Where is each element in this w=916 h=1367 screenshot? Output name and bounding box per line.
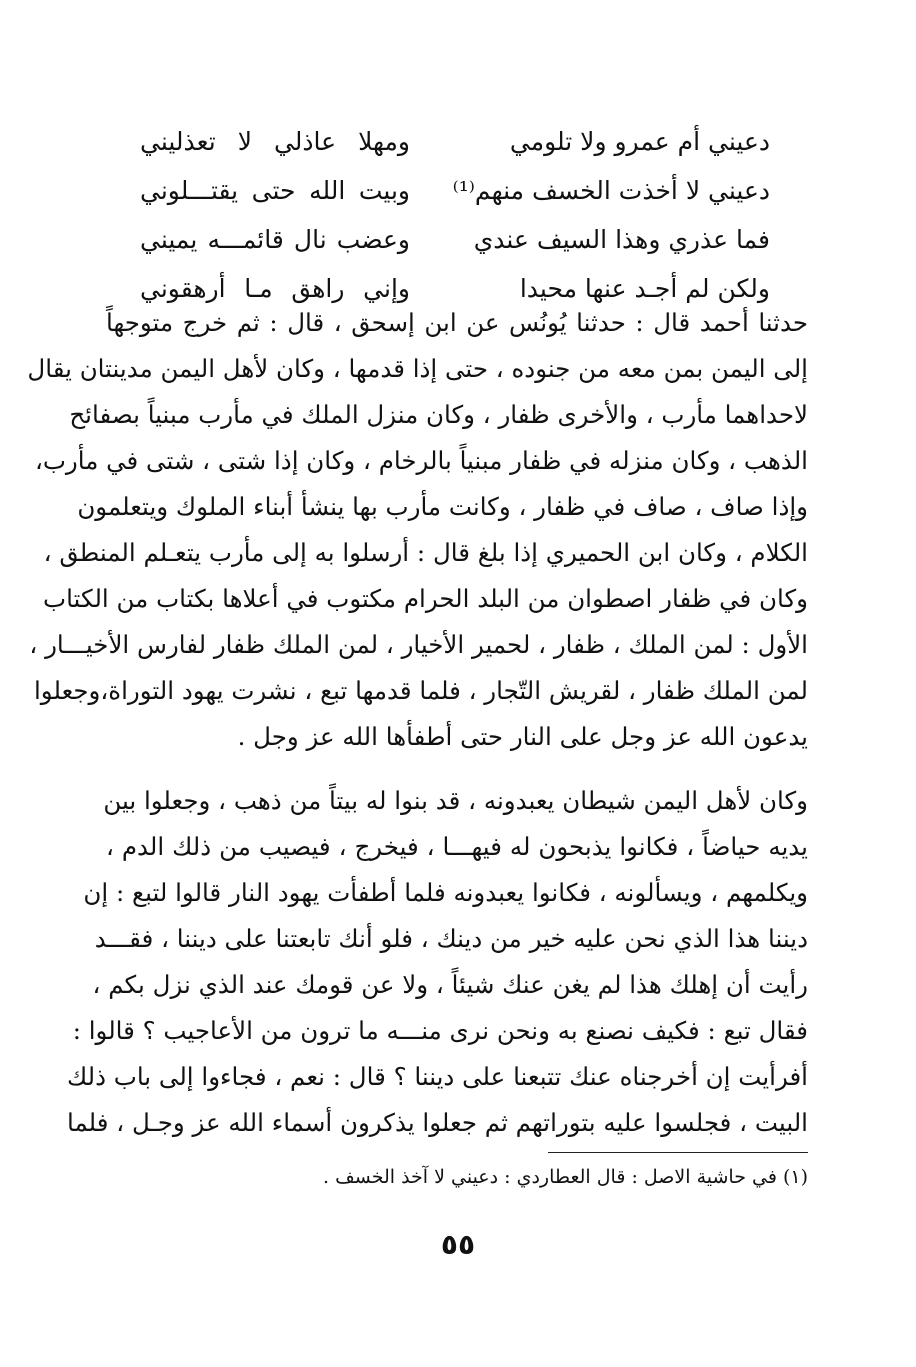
- poem-verse: [140, 171, 770, 220]
- text-line: لمن الملك ظفار ، لقريش التّجار ، فلما قدمها تبع ، نشرت يهود التوراة،وجعلوا: [34, 676, 808, 705]
- page-number: ٥٥: [440, 1228, 476, 1261]
- verse-second-hemistich: ومهلا عاذلي لا تعذليني: [140, 127, 410, 156]
- verse-first-hemistich: دعيني لا أخذت الخسف منهم⁽¹⁾: [452, 176, 770, 205]
- text-line: أفرأيت إن أخرجناه عنك تتبعنا على ديننا ؟ قال : نعم ، فجاءوا إلى باب ذلك: [66, 1062, 808, 1091]
- text-line: ديننا هذا الذي نحن عليه خير من دينك ، فلو أنك تابعتنا على ديننا ، فقـــد: [94, 924, 808, 953]
- text-line: ويكلمهم ، ويسألونه ، فكانوا يعبدونه فلما أطفأت يهود النار قالوا لتبع : إن: [83, 878, 808, 907]
- footnote-divider: [548, 1152, 808, 1153]
- text-line: يديه حياضاً ، فكانوا يذبحون له فيهـــا ، فيخرج ، فيصيب من ذلك الدم ،: [106, 832, 808, 861]
- paragraph-2: [66, 778, 808, 1146]
- text-line: وكان لأهل اليمن شيطان يعبدونه ، قد بنوا له بيتاً من ذهب ، وجعلوا بين: [103, 786, 808, 815]
- text-line: يدعون الله عز وجل على النار حتى أطفأها الله عز وجل .: [237, 722, 808, 751]
- footnote: (١) في حاشية الاصل : قال العطاردي : دعيني لا آخذ الخسف .: [323, 1166, 808, 1188]
- text-line: وإذا صاف ، صاف في ظفار ، وكانت مأرب بها ينشأ أبناء الملوك ويتعلمون: [77, 492, 808, 521]
- verse-first-hemistich: دعيني أم عمرو ولا تلومي: [509, 127, 770, 156]
- verse-second-hemistich: وإني راهق مـا أرهقوني: [140, 274, 410, 303]
- verse-first-hemistich: ولكن لم أجـد عنها محيدا: [519, 274, 770, 303]
- text-line: الكلام ، وكان ابن الحميري إذا بلغ قال : أرسلوا به إلى مأرب يتعـلم المنطق ،: [43, 538, 808, 567]
- text-line: رأيت أن إهلك هذا لم يغن عنك شيئاً ، ولا عن قومك عند الذي نزل بكم ،: [92, 970, 808, 999]
- text-line: الأول : لمن الملك ، ظفار ، لحمير الأخيار ، لمن الملك ظفار لفارس الأخيـــار ،: [29, 630, 808, 659]
- text-line: إلى اليمن بمن معه من جنوده ، حتى إذا قدمها ، وكان لأهل اليمن مدينتان يقال: [27, 354, 808, 383]
- text-line: فقال تبع : فكيف نصنع به ونحن نرى منـــه ما ترون من الأعاجيب ؟ قالوا :: [72, 1016, 808, 1045]
- poem-verse: [140, 122, 770, 171]
- poem-block: [140, 122, 770, 318]
- text-line: وكان في ظفار اصطوان من البلد الحرام مكتوب في أعلاها بكتاب من الكتاب: [43, 584, 808, 613]
- verse-first-hemistich: فما عذري وهذا السيف عندي: [473, 225, 770, 254]
- text-line: حدثنا أحمد قال : حدثنا يُونُس عن ابن إسحق ، قال : ثم خرج متوجهاً: [106, 308, 808, 337]
- poem-verse: [140, 220, 770, 269]
- text-line: الذهب ، وكان منزله في ظفار مبنياً بالرخام ، وكان إذا شتى ، شتى في مأرب،: [34, 446, 808, 475]
- paragraph-1: [27, 300, 808, 760]
- verse-second-hemistich: وعضب نال قائمـــه يميني: [140, 225, 410, 254]
- text-line: لاحداهما مأرب ، والأخرى ظفار ، وكان منزل الملك في مأرب مبنياً بصفائح: [69, 400, 808, 429]
- text-line: البيت ، فجلسوا عليه بتوراتهم ثم جعلوا يذكرون أسماء الله عز وجـل ، فلما: [67, 1108, 808, 1137]
- verse-second-hemistich: وبيت الله حتى يقتـــلوني: [140, 176, 410, 205]
